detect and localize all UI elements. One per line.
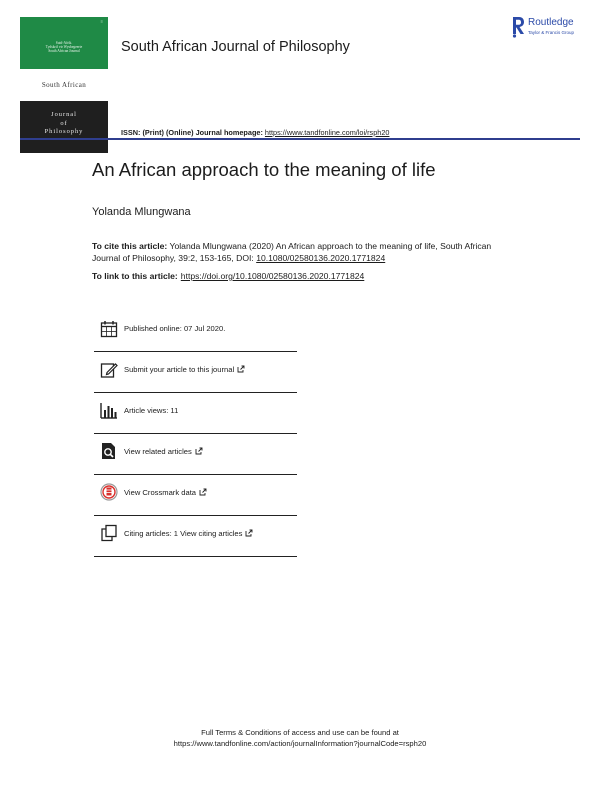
- issn-label: ISSN: (Print) (Online) Journal homepage:: [121, 128, 265, 137]
- submit-article-link[interactable]: [124, 365, 245, 374]
- cover-small-text: [24, 41, 104, 54]
- publisher-tagline: Taylor & Francis Group: [528, 30, 575, 35]
- crossmark-link[interactable]: [124, 488, 207, 497]
- cover-line: of: [60, 119, 68, 127]
- external-link-icon: [195, 447, 203, 455]
- submit-article-row[interactable]: [94, 352, 297, 393]
- citation-text: Yolanda Mlungwana (2020) An African approach to the meaning of life, South African Journal of Philosophy, 39:2, 153-165, DOI:: [92, 241, 492, 263]
- citing-articles-label: Citing articles: 1 View citing articles: [124, 529, 243, 538]
- external-link-icon: [245, 529, 253, 537]
- search-document-icon: [100, 442, 118, 460]
- copy-icon: [100, 524, 118, 542]
- citing-articles-link[interactable]: [124, 529, 253, 538]
- issn-line: [121, 128, 389, 137]
- cover-bottom-band: [20, 101, 108, 153]
- external-link-icon: [237, 365, 245, 373]
- cover-line: Journal: [51, 111, 77, 118]
- article-author: Yolanda Mlungwana: [92, 206, 191, 218]
- related-articles-label: View related articles: [124, 447, 192, 456]
- article-link-line: [92, 271, 364, 281]
- submit-article-label: Submit your article to this journal: [124, 365, 235, 374]
- cover-line: Tydskrif vir Wysbegeerte: [45, 45, 83, 50]
- citation-label: To cite this article:: [92, 241, 168, 251]
- cover-middle-text: South African: [20, 69, 108, 101]
- publisher-logo[interactable]: [511, 16, 591, 42]
- related-articles-row[interactable]: [94, 434, 297, 475]
- header-divider: [20, 138, 580, 140]
- bar-chart-icon: [100, 402, 118, 420]
- cover-line: South African Journal: [48, 49, 80, 54]
- cover-top-band: [20, 17, 108, 69]
- article-views-text: Article views: 11: [124, 406, 179, 415]
- article-title: An African approach to the meaning of life: [92, 159, 436, 180]
- routledge-logo-icon: [511, 16, 525, 38]
- cover-line: Philosophy: [44, 128, 84, 135]
- footer-line-1: Full Terms & Conditions of access and use can be found at: [201, 728, 399, 737]
- crossmark-label: View Crossmark data: [124, 488, 197, 497]
- journal-title: South African Journal of Philosophy: [121, 39, 350, 55]
- external-link-icon: [199, 488, 207, 496]
- article-info-list: [94, 312, 297, 557]
- cover-line: Suid-Afrik.: [55, 41, 73, 45]
- citation-block: [92, 240, 512, 264]
- footer-terms-link[interactable]: https://www.tandfonline.com/action/journalInformation?journalCode=rsph20: [173, 739, 427, 748]
- related-articles-link[interactable]: [124, 447, 203, 456]
- published-online-row: [94, 312, 297, 352]
- citation-doi-link[interactable]: 10.1080/02580136.2020.1771824: [256, 253, 386, 263]
- journal-cover-image: [20, 17, 108, 136]
- cover-mark: ≡: [100, 19, 103, 24]
- crossmark-icon: [100, 483, 118, 501]
- published-online-text: Published online: 07 Jul 2020.: [124, 324, 226, 333]
- edit-icon: [100, 361, 118, 379]
- crossmark-row[interactable]: [94, 475, 297, 516]
- link-label: To link to this article:: [92, 271, 178, 281]
- footer-terms: [0, 727, 600, 749]
- journal-homepage-link[interactable]: https://www.tandfonline.com/loi/rsph20: [264, 128, 390, 137]
- article-views-row: [94, 393, 297, 434]
- article-doi-link[interactable]: https://doi.org/10.1080/02580136.2020.1771824: [180, 271, 365, 281]
- citing-articles-row[interactable]: [94, 516, 297, 557]
- publisher-name: Routledge: [528, 17, 574, 28]
- calendar-icon: [100, 320, 118, 338]
